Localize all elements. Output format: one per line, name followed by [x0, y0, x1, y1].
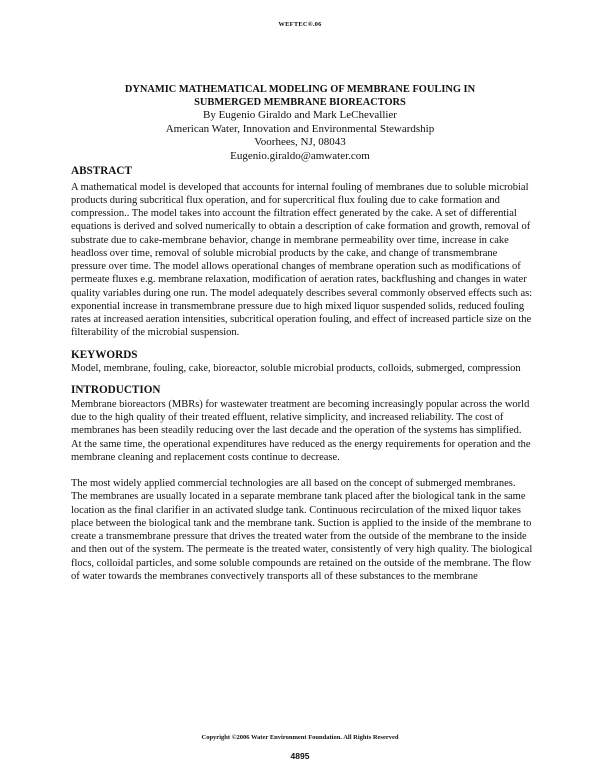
- introduction-heading: INTRODUCTION: [71, 384, 161, 397]
- paper-title-line-1: DYNAMIC MATHEMATICAL MODELING OF MEMBRANE FOULING IN: [124, 84, 476, 95]
- affiliation: American Water, Innovation and Environmental Stewardship: [165, 122, 435, 135]
- abstract-text: A mathematical model is developed that accounts for internal fouling of membranes due to soluble microbial products during subcritical flux operation, and for supercritical flux fouling due to cake formation and compression.. The model takes into account the filtration effect generated by the cake. A set of differential equations is derived and solved numerically to obtain a description of cake formation and growth, removal of substrate due to cake-membrane behavior, change in membrane permeability over time, increase in cake headloss over time, removal of soluble microbial products by the cake, and change of transmembrane pressure over time. The model allows operational changes of membrane operation such as modifications of permeate fluxes e.g. membrane relaxation, modification of aeration rates, backflushing and changes in water quality variables during one run. The model adequately describes several commonly observed effects such as: exponential increase in transmembrane pressure due to high mixed liquor suspended solids, reduced fouling rates at increased aeration intensities, subcritical operation fouling, and effect of increased particle size on the filterability of the microbial suspension.: [71, 181, 533, 339]
- page-number: 4895: [290, 751, 310, 761]
- copyright-notice: Copyright ©2006 Water Environment Foundation. All Rights Reserved: [201, 734, 399, 741]
- authors: By Eugenio Giraldo and Mark LeChevallier: [203, 109, 397, 121]
- title-block: [60, 84, 540, 163]
- author-email: Eugenio.giraldo@amwater.com: [230, 149, 370, 162]
- keywords-text: Model, membrane, fouling, cake, bioreactor, soluble microbial products, colloids, submerged, compression: [71, 363, 521, 374]
- abstract-heading: ABSTRACT: [71, 165, 132, 177]
- main-content: [71, 165, 533, 583]
- introduction-paragraph-1: Membrane bioreactors (MBRs) for wastewater treatment are becoming increasingly popular across the world due to the high quality of their treated effluent, relative simplicity, and increased reliability. The cost of membranes has been steadily reducing over the last decade and the operation of the systems has simplified. At the same time, the operational expenditures have reduced as the energy requirements for operation and the membrane cleaning and replacement costs continue to decrease.: [71, 398, 531, 463]
- conference-header: WEFTEC®.06: [278, 21, 322, 28]
- keywords-heading: KEYWORDS: [71, 348, 138, 361]
- paragraph-gap: [71, 464, 533, 477]
- location: Voorhees, NJ, 08043: [254, 136, 346, 149]
- introduction-paragraph-2: The most widely applied commercial technologies are all based on the concept of submerged membranes. The membranes are usually located in a separate membrane tank placed after the biological tank in the same location as the final clarifier in an activated sludge tank. Continuous recirculation of the mixed liquor takes place between the biological tank and the membrane tank. Suction is applied to the inside of the membrane to create a transmembrane pressure that drives the treated water from the outside of the membrane to the inside and then out of the system. The permeate is the treated water, consistently of very high quality. The biological flocs, colloidal particles, and some soluble compounds are retained on the outside of the membrane. The flow of water towards the membranes convectively transports all of these substances to the membrane: [71, 478, 533, 582]
- paper-title-line-2: SUBMERGED MEMBRANE BIOREACTORS: [194, 96, 406, 108]
